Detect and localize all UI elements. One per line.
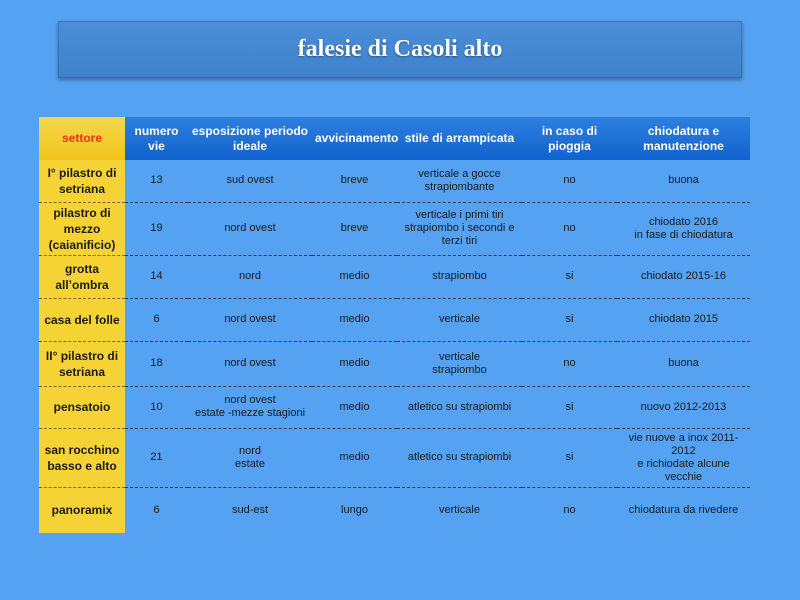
table-body [39,160,750,533]
cell-numero-vie: 10 [125,386,188,428]
cell-chiodatura: buona [617,341,750,386]
cell-avvicinamento: breve [312,202,397,255]
cell-numero-vie: 6 [125,298,188,341]
table-row [39,160,750,202]
cell-esposizione: nord ovest [188,202,312,255]
cell-chiodatura: buona [617,160,750,202]
cell-settore: panoramix [39,487,125,533]
table-row [39,298,750,341]
cell-esposizione: nord ovest estate -mezze stagioni [188,386,312,428]
cell-esposizione: nord [188,255,312,298]
header-stile: stile di arrampicata [397,117,522,160]
cell-settore: casa del folle [39,298,125,341]
cell-stile: verticale [439,503,480,516]
cell-avvicinamento: breve [312,160,397,202]
title-banner [58,21,742,78]
cell-esposizione: nord ovest [188,341,312,386]
crags-table [39,117,750,533]
cell-stile: verticale [397,298,522,341]
cell-pioggia: si [522,298,617,341]
cell-numero-vie: 6 [153,503,160,516]
cell-chiodatura: chiodato 2016 in fase di chiodatura [617,202,750,255]
cell-avvicinamento: medio [312,428,397,487]
cell-chiodatura: chiodato 2015-16 [617,255,750,298]
cell-numero-vie: 14 [125,255,188,298]
cell-esposizione: nord estate [188,428,312,487]
table-row [39,341,750,386]
cell-settore: pensatoio [39,386,125,428]
cell-stile: verticale i primi tiri strapiombo i secondi e terzi tiri [397,202,522,255]
table-row [39,202,750,255]
cell-settore: grotta all’ombra [39,255,125,298]
cell-chiodatura: vie nuove a inox 2011-2012 e richiodate alcune vecchie [617,428,750,487]
cell-settore: san rocchino basso e alto [39,428,125,487]
header-esposizione: esposizione periodo ideale [188,117,312,160]
cell-stile: atletico su strapiombi [397,386,522,428]
cell-chiodatura: chiodato 2015 [617,298,750,341]
cell-numero-vie: 19 [125,202,188,255]
cell-chiodatura: nuovo 2012-2013 [617,386,750,428]
cell-esposizione: sud ovest [188,160,312,202]
header-avvicinamento: avvicinamento [312,117,397,160]
cell-pioggia: si [522,386,617,428]
header-settore: settore [39,117,125,160]
cell-pioggia: si [522,255,617,298]
cell-chiodatura: chiodatura da rivedere [628,503,739,516]
cell-numero-vie: 21 [125,428,188,487]
cell-settore: pilastro di mezzo (caianificio) [39,202,125,255]
cell-settore: II° pilastro di setriana [39,341,125,386]
cell-avvicinamento: medio [312,255,397,298]
cell-stile: verticale a gocce strapiombante [397,160,522,202]
cell-numero-vie: 18 [125,341,188,386]
cell-pioggia: no [522,202,617,255]
header-pioggia: in caso di pioggia [522,117,617,160]
cell-avvicinamento: lungo [341,503,368,516]
cell-stile: verticale strapiombo [397,341,522,386]
cell-esposizione: nord ovest [188,298,312,341]
cell-stile: atletico su strapiombi [397,428,522,487]
cell-pioggia: no [522,160,617,202]
table-row [39,255,750,298]
cell-stile: strapiombo [397,255,522,298]
cell-avvicinamento: medio [312,341,397,386]
cell-esposizione: sud-est [231,503,269,516]
header-row [39,117,750,160]
table-row [39,487,750,533]
cell-pioggia: no [522,341,617,386]
cell-settore: I° pilastro di setriana [39,160,125,202]
header-numero-vie: numero vie [125,117,188,160]
cell-pioggia: si [522,428,617,487]
table-row [39,428,750,487]
cell-numero-vie: 13 [125,160,188,202]
table-row [39,386,750,428]
page-title: falesie di Casoli alto [297,36,503,62]
header-chiodatura: chiodatura e manutenzione [617,117,750,160]
cell-avvicinamento: medio [312,298,397,341]
cell-avvicinamento: medio [312,386,397,428]
cell-pioggia: no [563,503,576,516]
